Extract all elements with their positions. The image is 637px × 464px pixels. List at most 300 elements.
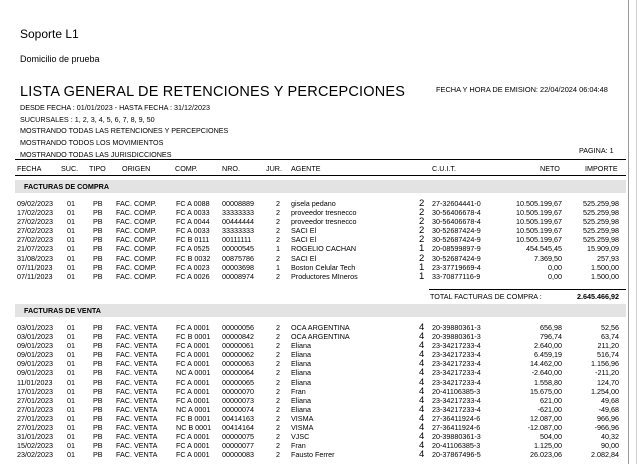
cell-importe: -49,68 <box>598 404 619 414</box>
cell-jur2: 2 <box>419 234 425 246</box>
cell-suc: 01 <box>67 359 75 369</box>
cell-jur2: 4 <box>419 349 425 361</box>
cell-agente: Eliana <box>291 359 311 369</box>
cell-importe: 525.259,98 <box>583 217 619 227</box>
cell-cuit: 27-36411924-6 <box>432 423 481 433</box>
cell-jur: 2 <box>276 413 280 423</box>
header-rule-top <box>15 159 626 160</box>
cell-cuit: 20-41106385-3 <box>432 441 481 451</box>
table-row <box>0 359 628 368</box>
table-row <box>0 254 628 263</box>
cell-cuit: 20-39880361-3 <box>432 332 481 342</box>
cell-comp: FC B 0032 <box>176 253 211 263</box>
cell-origen: FAC. VENTA <box>116 395 158 405</box>
cell-neto: -2.640,00 <box>531 368 562 378</box>
total-compras-label: TOTAL FACTURAS DE COMPRA : <box>430 292 542 301</box>
cell-comp: FC A 0001 <box>176 377 210 387</box>
cell-neto: 454.545,45 <box>526 244 562 254</box>
cell-jur2: 4 <box>419 358 425 370</box>
cell-fecha: 09/01/2023 <box>17 359 53 369</box>
cell-importe: 1.500,00 <box>591 262 619 272</box>
cell-tipo: PB <box>93 262 103 272</box>
cell-suc: 01 <box>67 377 75 387</box>
cell-comp: NC B 0001 <box>176 423 212 433</box>
cell-fecha: 23/02/2023 <box>17 450 53 460</box>
cell-jur: 2 <box>276 441 280 451</box>
cell-agente: Eliana <box>291 341 311 351</box>
cell-comp: FC A 0033 <box>176 208 210 218</box>
cell-origen: FAC. COMP. <box>116 253 157 263</box>
col-header-jur: JUR. <box>266 164 282 173</box>
cell-cuit: 20-08599897-9 <box>432 244 481 254</box>
cell-suc: 01 <box>67 199 75 208</box>
cell-fecha: 07/11/2023 <box>17 262 53 272</box>
cell-comp: FC A 0001 <box>176 450 210 460</box>
cell-neto: 10.505.199,67 <box>516 235 562 245</box>
cell-nro: 00444444 <box>222 217 254 227</box>
cell-fecha: 27/01/2023 <box>17 395 53 405</box>
cell-jur: 2 <box>276 235 280 245</box>
cell-importe: 15.909,09 <box>587 244 619 254</box>
cell-neto: -12.087,00 <box>527 423 562 433</box>
cell-comp: FC A 0044 <box>176 217 210 227</box>
cell-tipo: PB <box>93 395 103 405</box>
cell-importe: 63,74 <box>601 332 619 342</box>
cell-nro: 00000065 <box>222 377 254 387</box>
cell-tipo: PB <box>93 332 103 342</box>
cell-fecha: 09/01/2023 <box>17 350 53 360</box>
cell-comp: FC A 0001 <box>176 350 210 360</box>
cell-tipo: PB <box>93 217 103 227</box>
cell-nro: 00008889 <box>222 199 254 208</box>
cell-jur2: 4 <box>419 394 425 406</box>
cell-origen: FAC. COMP. <box>116 262 157 272</box>
cell-jur2: 2 <box>419 225 425 237</box>
cell-neto: 1.558,80 <box>534 377 562 387</box>
cell-jur: 2 <box>276 368 280 378</box>
cell-comp: FC B 0001 <box>176 413 211 423</box>
cell-cuit: 30-52687424-9 <box>432 253 481 263</box>
cell-neto: 12.087,00 <box>530 413 562 423</box>
table-row <box>0 263 628 272</box>
cell-agente: SACI El <box>291 253 317 263</box>
cell-suc: 01 <box>67 217 75 227</box>
cell-cuit: 20-41106385-3 <box>432 386 481 396</box>
cell-neto: 7.369,50 <box>534 253 562 263</box>
cell-comp: FC A 0001 <box>176 323 210 332</box>
table-row <box>0 332 628 341</box>
cell-nro: 00008974 <box>222 271 254 281</box>
cell-origen: FAC. VENTA <box>116 323 158 332</box>
cell-agente: VISMA <box>291 413 314 423</box>
cell-importe: 49,68 <box>601 395 619 405</box>
cell-jur: 2 <box>276 350 280 360</box>
table-row <box>0 432 628 441</box>
table-row <box>0 405 628 414</box>
cell-origen: FAC. VENTA <box>116 341 158 351</box>
cell-neto: 15.675,00 <box>530 386 562 396</box>
cell-tipo: PB <box>93 350 103 360</box>
cell-jur: 2 <box>276 208 280 218</box>
cell-jur: 2 <box>276 226 280 236</box>
cell-comp: FC A 0001 <box>176 386 210 396</box>
cell-fecha: 17/02/2023 <box>17 208 53 218</box>
cell-importe: 211,20 <box>597 341 619 351</box>
col-header-origen: ORIGEN <box>122 164 151 173</box>
cell-fecha: 27/02/2023 <box>17 217 53 227</box>
cell-suc: 01 <box>67 441 75 451</box>
cell-fecha: 31/08/2023 <box>17 253 53 263</box>
cell-tipo: PB <box>93 386 103 396</box>
cell-suc: 01 <box>67 341 75 351</box>
cell-jur: 1 <box>276 262 280 272</box>
cell-tipo: PB <box>93 208 103 218</box>
cell-suc: 01 <box>67 395 75 405</box>
cell-origen: FAC. VENTA <box>116 404 158 414</box>
cell-cuit: 30-52687424-9 <box>432 235 481 245</box>
cell-cuit: 20-37867496-5 <box>432 450 481 460</box>
cell-fecha: 31/01/2023 <box>17 432 53 442</box>
company-name: Soporte L1 <box>20 27 79 41</box>
cell-jur2: 2 <box>419 207 425 219</box>
cell-jur: 2 <box>276 359 280 369</box>
cell-cuit: 23-34217233-4 <box>432 404 481 414</box>
cell-jur2: 2 <box>419 216 425 228</box>
cell-neto: 6.459,19 <box>534 350 562 360</box>
cell-neto: 14.462,00 <box>530 359 562 369</box>
cell-origen: FAC. COMP. <box>116 226 157 236</box>
table-row <box>0 199 628 208</box>
cell-agente: Eliana <box>291 350 311 360</box>
cell-agente: SACI El <box>291 226 317 236</box>
cell-importe: 1.156,96 <box>591 359 619 369</box>
cell-nro: 00000061 <box>222 341 254 351</box>
cell-jur2: 4 <box>419 440 425 452</box>
cell-tipo: PB <box>93 423 103 433</box>
cell-jur2: 1 <box>419 270 425 282</box>
table-row <box>0 414 628 423</box>
cell-neto: 2.640,00 <box>534 341 562 351</box>
cell-comp: FC A 0026 <box>176 271 210 281</box>
cell-neto: 10.505.199,67 <box>516 217 562 227</box>
cell-agente: Eliana <box>291 377 311 387</box>
cell-jur: 2 <box>276 432 280 442</box>
cell-jur: 2 <box>276 332 280 342</box>
cell-importe: 525.259,98 <box>583 199 619 208</box>
cell-jur: 2 <box>276 199 280 208</box>
cell-comp: FC A 0088 <box>176 199 210 208</box>
cell-fecha: 03/01/2023 <box>17 332 53 342</box>
cell-agente: SACI El <box>291 235 317 245</box>
cell-agente: Fausto Ferrer <box>291 450 335 460</box>
table-row <box>0 378 628 387</box>
table-row <box>0 272 628 281</box>
filter-movements: MOSTRANDO TODOS LOS MOVIMIENTOS <box>20 138 164 147</box>
cell-jur: 2 <box>276 423 280 433</box>
cell-suc: 01 <box>67 323 75 332</box>
table-row <box>0 441 628 450</box>
cell-nro: 00000077 <box>222 441 254 451</box>
cell-cuit: 23-34217233-4 <box>432 341 481 351</box>
cell-fecha: 09/01/2023 <box>17 341 53 351</box>
table-row <box>0 387 628 396</box>
cell-agente: gisela pedano <box>291 199 336 208</box>
cell-origen: FAC. COMP. <box>116 244 157 254</box>
cell-origen: FAC. VENTA <box>116 377 158 387</box>
cell-nro: 33333333 <box>222 208 254 218</box>
cell-cuit: 30-52687424-9 <box>432 226 481 236</box>
emission-datetime: FECHA Y HORA DE EMISION: 22/04/2024 06:04:48 <box>436 85 608 94</box>
ventas-rows <box>0 323 628 459</box>
cell-jur: 2 <box>276 377 280 387</box>
cell-cuit: 20-39880361-3 <box>432 432 481 442</box>
cell-nro: 00875786 <box>222 253 254 263</box>
col-header-fecha: FECHA <box>17 164 42 173</box>
cell-nro: 00000073 <box>222 395 254 405</box>
cell-cuit: 20-39880361-3 <box>432 323 481 332</box>
cell-origen: FAC. COMP. <box>116 235 157 245</box>
cell-importe: 966,96 <box>597 413 619 423</box>
cell-comp: NC A 0001 <box>176 404 211 414</box>
cell-suc: 01 <box>67 423 75 433</box>
report-title: LISTA GENERAL DE RETENCIONES Y PERCEPCIONES <box>20 84 406 100</box>
cell-tipo: PB <box>93 368 103 378</box>
cell-fecha: 07/11/2023 <box>17 271 53 281</box>
cell-suc: 01 <box>67 404 75 414</box>
cell-origen: FAC. VENTA <box>116 423 158 433</box>
cell-suc: 01 <box>67 450 75 460</box>
total-compras-value: 2.645.466,92 <box>577 292 619 301</box>
cell-importe: 516,74 <box>597 350 619 360</box>
cell-origen: FAC. COMP. <box>116 271 157 281</box>
cell-comp: FC B 0001 <box>176 332 211 342</box>
cell-jur2: 4 <box>419 340 425 352</box>
col-header-neto: NETO <box>540 164 560 173</box>
cell-jur: 2 <box>276 395 280 405</box>
cell-agente: Eliana <box>291 395 311 405</box>
cell-jur: 2 <box>276 253 280 263</box>
cell-comp: FC A 0001 <box>176 432 210 442</box>
cell-tipo: PB <box>93 271 103 281</box>
cell-origen: FAC. VENTA <box>116 332 158 342</box>
cell-nro: 00414163 <box>222 413 254 423</box>
cell-importe: 90,00 <box>601 441 619 451</box>
cell-nro: 00000545 <box>222 244 254 254</box>
total-rule <box>429 289 626 290</box>
cell-nro: 00000063 <box>222 359 254 369</box>
table-row <box>0 217 628 226</box>
cell-jur: 2 <box>276 217 280 227</box>
cell-fecha: 09/02/2023 <box>17 199 53 208</box>
cell-agente: Eliana <box>291 404 311 414</box>
col-header-suc: SUC. <box>61 164 79 173</box>
cell-suc: 01 <box>67 368 75 378</box>
table-row <box>0 341 628 350</box>
cell-cuit: 30-56406678-4 <box>432 208 481 218</box>
cell-fecha: 21/07/2023 <box>17 244 53 254</box>
cell-suc: 01 <box>67 253 75 263</box>
cell-agente: proveedor tresnecco <box>291 208 357 218</box>
cell-importe: 124,70 <box>597 377 619 387</box>
cell-comp: FC A 0525 <box>176 244 210 254</box>
cell-nro: 00000064 <box>222 368 254 378</box>
cell-origen: FAC. VENTA <box>116 368 158 378</box>
cell-nro: 00003698 <box>222 262 254 272</box>
cell-importe: 257,93 <box>597 253 619 263</box>
cell-suc: 01 <box>67 386 75 396</box>
company-address: Domicilio de prueba <box>20 54 100 64</box>
cell-tipo: PB <box>93 226 103 236</box>
cell-cuit: 27-36411924-6 <box>432 413 481 423</box>
cell-importe: 525.259,98 <box>583 235 619 245</box>
cell-nro: 00000842 <box>222 332 254 342</box>
section-band-ventas <box>15 304 626 317</box>
cell-suc: 01 <box>67 235 75 245</box>
cell-importe: 525.259,98 <box>583 208 619 218</box>
table-row <box>0 235 628 244</box>
cell-nro: 00000083 <box>222 450 254 460</box>
section-title-compras: FACTURAS DE COMPRA <box>24 182 110 191</box>
cell-neto: 1.125,00 <box>534 441 562 451</box>
cell-origen: FAC. VENTA <box>116 450 158 460</box>
cell-tipo: PB <box>93 323 103 332</box>
cell-tipo: PB <box>93 235 103 245</box>
cell-origen: FAC. COMP. <box>116 199 157 208</box>
table-row <box>0 423 628 432</box>
cell-jur2: 1 <box>419 243 425 255</box>
cell-neto: 10.505.199,67 <box>516 199 562 208</box>
cell-cuit: 23-34217233-4 <box>432 377 481 387</box>
cell-importe: 525.259,98 <box>583 226 619 236</box>
cell-nro: 00000070 <box>222 386 254 396</box>
section-title-ventas: FACTURAS DE VENTA <box>24 306 101 315</box>
cell-nro: 00000056 <box>222 323 254 332</box>
table-row <box>0 450 628 459</box>
cell-suc: 01 <box>67 413 75 423</box>
col-header-comp: COMP. <box>175 164 198 173</box>
cell-suc: 01 <box>67 262 75 272</box>
cell-cuit: 30-56406678-4 <box>432 217 481 227</box>
cell-agente: VJSC <box>291 432 310 442</box>
cell-comp: FC A 0001 <box>176 341 210 351</box>
header-rule-bottom <box>15 175 626 176</box>
cell-origen: FAC. VENTA <box>116 441 158 451</box>
cell-tipo: PB <box>93 450 103 460</box>
cell-cuit: 23-34217233-4 <box>432 359 481 369</box>
cell-origen: FAC. VENTA <box>116 413 158 423</box>
col-header-cuit: C.U.I.T. <box>432 164 456 173</box>
cell-jur2: 4 <box>419 331 425 343</box>
cell-jur2: 4 <box>419 322 425 333</box>
cell-comp: FC A 0033 <box>176 226 210 236</box>
cell-fecha: 27/01/2023 <box>17 404 53 414</box>
cell-jur: 2 <box>276 386 280 396</box>
cell-jur: 2 <box>276 271 280 281</box>
filter-dates: DESDE FECHA : 01/01/2023 - HASTA FECHA : 31/12/2023 <box>20 103 211 112</box>
cell-neto: 621,00 <box>540 395 562 405</box>
cell-jur2: 4 <box>419 449 425 461</box>
cell-jur2: 2 <box>419 198 425 209</box>
cell-tipo: PB <box>93 359 103 369</box>
col-header-tipo: TIPO <box>89 164 106 173</box>
cell-origen: FAC. VENTA <box>116 350 158 360</box>
filter-branches: SUCURSALES : 1, 2, 3, 4, 5, 6, 7, 8, 9, 50 <box>20 115 155 124</box>
cell-nro: 00000074 <box>222 404 254 414</box>
cell-tipo: PB <box>93 341 103 351</box>
cell-tipo: PB <box>93 432 103 442</box>
cell-neto: 10.505.199,67 <box>516 208 562 218</box>
cell-jur2: 4 <box>419 412 425 424</box>
cell-nro: 00414164 <box>222 423 254 433</box>
cell-agente: Eliana <box>291 368 311 378</box>
cell-tipo: PB <box>93 253 103 263</box>
cell-fecha: 15/02/2023 <box>17 441 53 451</box>
cell-tipo: PB <box>93 199 103 208</box>
cell-comp: FC A 0023 <box>176 262 210 272</box>
cell-jur: 2 <box>276 323 280 332</box>
cell-jur2: 4 <box>419 422 425 434</box>
cell-agente: Productores MIneros <box>291 271 358 281</box>
cell-comp: FC B 0111 <box>176 235 210 245</box>
cell-agente: VISMA <box>291 423 314 433</box>
cell-jur: 2 <box>276 341 280 351</box>
filter-jurisdictions: MOSTRANDO TODAS LAS JURISDICCIONES <box>20 150 172 159</box>
cell-origen: FAC. COMP. <box>116 208 157 218</box>
table-row <box>0 368 628 377</box>
cell-suc: 01 <box>67 332 75 342</box>
cell-jur2: 4 <box>419 385 425 397</box>
table-row <box>0 323 628 332</box>
cell-jur2: 4 <box>419 367 425 379</box>
cell-neto: 796,74 <box>540 332 562 342</box>
cell-origen: FAC. COMP. <box>116 217 157 227</box>
cell-cuit: 23-34217233-4 <box>432 368 481 378</box>
page-border <box>628 0 629 464</box>
cell-fecha: 27/02/2023 <box>17 235 53 245</box>
cell-importe: -966,96 <box>594 423 619 433</box>
table-row <box>0 396 628 405</box>
cell-neto: 656,98 <box>540 323 562 332</box>
filter-retentions: MOSTRANDO TODAS LAS RETENCIONES Y PERCEPCIONES <box>20 126 229 135</box>
compras-rows <box>0 199 628 281</box>
cell-fecha: 27/02/2023 <box>17 226 53 236</box>
cell-origen: FAC. VENTA <box>116 359 158 369</box>
cell-jur: 1 <box>276 244 280 254</box>
cell-cuit: 27-32604441-0 <box>432 199 481 208</box>
cell-jur2: 4 <box>419 376 425 388</box>
cell-suc: 01 <box>67 350 75 360</box>
page-number: PAGINA: 1 <box>579 146 614 155</box>
cell-neto: 10.505.199,67 <box>516 226 562 236</box>
cell-suc: 01 <box>67 208 75 218</box>
cell-fecha: 09/01/2023 <box>17 368 53 378</box>
cell-jur2: 4 <box>419 431 425 443</box>
cell-tipo: PB <box>93 404 103 414</box>
cell-agente: OCA ARGENTINA <box>291 323 350 332</box>
table-row <box>0 208 628 217</box>
cell-importe: 2.082,84 <box>591 450 619 460</box>
cell-tipo: PB <box>93 413 103 423</box>
cell-cuit: 23-37719669-4 <box>432 262 481 272</box>
cell-importe: 1.254,00 <box>591 386 619 396</box>
cell-neto: 0,00 <box>548 262 562 272</box>
col-header-importe: IMPORTE <box>585 164 618 173</box>
cell-neto: 0,00 <box>548 271 562 281</box>
cell-suc: 01 <box>67 244 75 254</box>
cell-agente: ROGELIO CACHAN <box>291 244 357 254</box>
cell-origen: FAC. VENTA <box>116 386 158 396</box>
cell-cuit: 33-70877116-9 <box>432 271 481 281</box>
